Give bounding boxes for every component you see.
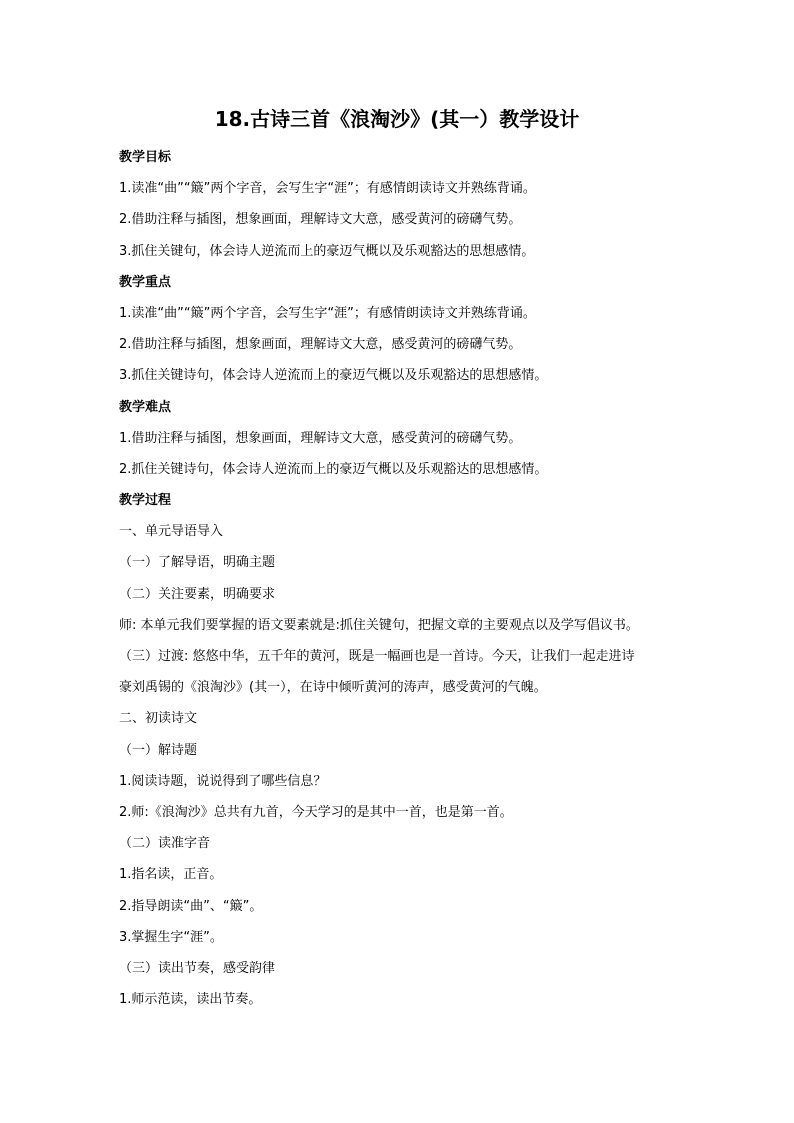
paragraph-line: 3.掌握生字“涯”。	[119, 929, 223, 945]
document-title: 18.古诗三首《浪淘沙》(其一）教学设计	[214, 107, 580, 131]
paragraph-line: （一）解诗题	[119, 742, 198, 758]
paragraph-line: 2.抓住关键诗句，体会诗人逆流而上的豪迈气概以及乐观豁达的思想感情。	[119, 461, 548, 477]
paragraph-line: 一、单元导语导入	[119, 524, 224, 540]
paragraph-line: 1.读准“曲”“簸”两个字音，会写生字“涯”；有感情朗读诗文并熟练背诵。	[119, 181, 536, 197]
section-heading: 教学重点	[119, 274, 172, 290]
document-body	[119, 142, 679, 1015]
paragraph-line: （二）读准字音	[119, 836, 211, 852]
paragraph-line: 1.指名读，正音。	[119, 867, 223, 883]
paragraph-line: 3.抓住关键句，体会诗人逆流而上的豪迈气概以及乐观豁达的思想感情。	[119, 243, 535, 259]
paragraph-line: 师: 本单元我们要掌握的语文要素就是:抓住关键句，把握文章的主要观点以及学写倡议书。	[119, 617, 639, 633]
paragraph-line: 豪刘禹锡的《浪淘沙》(其一），在诗中倾听黄河的涛声，感受黄河的气魄。	[119, 680, 547, 696]
paragraph-line: （三）过渡: 悠悠中华，五千年的黄河，既是一幅画也是一首诗。今天，让我们一起走进诗	[119, 649, 635, 664]
paragraph-line: （二）关注要素，明确要求	[119, 586, 276, 602]
paragraph-line: 1.阅读诗题，说说得到了哪些信息？	[119, 773, 327, 789]
paragraph-line: （三）读出节奏，感受韵律	[119, 960, 276, 976]
paragraph-line: 1.读准“曲”“簸”两个字音，会写生字“涯”；有感情朗读诗文并熟练背诵。	[119, 305, 536, 321]
paragraph-line: 二、初读诗文	[119, 711, 198, 727]
paragraph-line: 2.师:《浪淘沙》总共有九首，今天学习的是其中一首，也是第一首。	[119, 804, 513, 820]
paragraph-line: （一）了解导语，明确主题	[119, 555, 276, 571]
paragraph-line: 2.指导朗读“曲”、“簸”。	[119, 898, 263, 914]
section-heading: 教学过程	[119, 493, 172, 509]
paragraph-line: 1.借助注释与插图，想象画面，理解诗文大意，感受黄河的磅礴气势。	[119, 430, 522, 446]
paragraph-line: 1.师示范读，读出节奏。	[119, 992, 262, 1008]
paragraph-line: 2.借助注释与插图，想象画面，理解诗文大意，感受黄河的磅礴气势。	[119, 212, 522, 228]
section-heading: 教学目标	[119, 150, 172, 165]
section-heading: 教学难点	[119, 399, 172, 415]
paragraph-line: 2.借助注释与插图，想象画面，理解诗文大意，感受黄河的磅礴气势。	[119, 337, 522, 353]
paragraph-line: 3.抓住关键诗句，体会诗人逆流而上的豪迈气概以及乐观豁达的思想感情。	[119, 368, 548, 384]
